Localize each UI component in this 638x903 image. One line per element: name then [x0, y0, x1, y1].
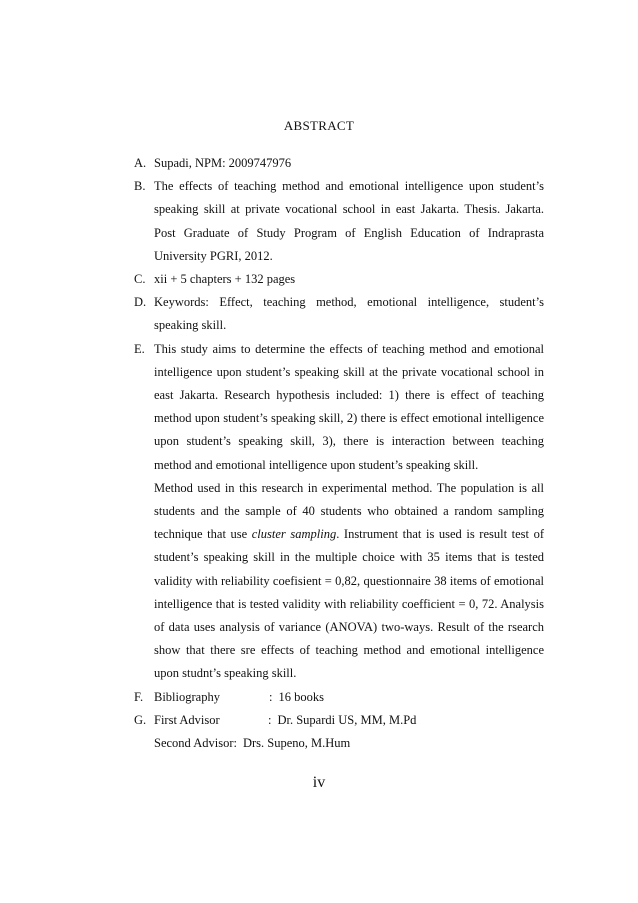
thesis-title — [154, 175, 544, 268]
list-marker-c: C. — [134, 272, 146, 287]
first-advisor-label: First Advisor — [154, 712, 220, 727]
abstract-italic-term: cluster sampling — [251, 527, 337, 542]
list-item-a — [134, 152, 544, 175]
first-advisor-separator: : — [268, 712, 272, 727]
list-item-d — [134, 291, 544, 337]
page-number: iv — [312, 774, 326, 791]
keywords — [154, 291, 544, 337]
second-advisor-row — [154, 732, 544, 755]
abstract-paragraph-2-end: . Instrument that is used is result test of student’s speaking skill in the multiple choice with 35 items that is tested validity with reliability coefisient = 0,82, questionnaire 38 items of emotional intelligence that is tested validity with reliability coefficient = 0, 72. Analysis of data uses analysis of variance (ANOVA) two-ways. Result of the rsearch show that there sre effects of teaching method and emotional intelligence upon studnt’s speaking skill. — [154, 527, 545, 681]
second-advisor-value: Drs. Supeno, M.Hum — [242, 736, 351, 751]
bibliography-value: 16 books — [278, 689, 324, 704]
second-advisor-label: Second Advisor: — [154, 736, 237, 751]
abstract-paragraph-1: This study aims to determine the effects of teaching method and emotional intelligence upon student’s speaking skill at the private vocational school in east Jakarta. Research hypothesis included: 1) there is effect of teaching method upon student’s speaking skill, 2) there is effect emotional intelligence upon student’s speaking skill, 3), there is interaction between teaching method and emotional intelligence upon student’s speaking skill. — [154, 341, 544, 472]
list-item-e — [134, 338, 544, 686]
list-marker-e: E. — [134, 341, 145, 356]
abstract-body — [154, 338, 544, 686]
first-advisor-value: Dr. Supardi US, MM, M.Pd — [277, 712, 417, 727]
thesis-title-text: The effects of teaching method and emotional intelligence upon student’s speaking skill at private vocational school in east Jakarta. Thesis. Jakarta. Post Graduate of Study Program of English Education of Indraprasta University PGRI, 2012. — [154, 179, 544, 263]
bibliography-row — [154, 686, 544, 709]
list-marker-g: G. — [134, 712, 147, 727]
keywords-text: Keywords: Effect, teaching method, emotional intelligence, student’s speaking skill. — [154, 295, 544, 333]
list-item-f — [134, 686, 544, 709]
bibliography-label: Bibliography — [154, 689, 220, 704]
abstract-paragraph-2-start: Method used in this research in experimental method. The population is all students and the sample of 40 students who obtained a random sampling technique that use — [154, 480, 544, 542]
list-item-c — [134, 268, 544, 291]
bibliography-separator: : — [269, 689, 273, 704]
advisors — [154, 709, 544, 755]
list-item-b — [134, 175, 544, 268]
list-marker-a: A. — [134, 156, 147, 170]
list-marker-d: D. — [134, 295, 147, 310]
author-line: Supadi, NPM: 2009747976 — [154, 156, 292, 170]
abstract-list — [134, 152, 544, 755]
list-marker-f: F. — [134, 689, 144, 704]
list-marker-b: B. — [134, 179, 146, 194]
abstract-paragraph-2 — [154, 477, 544, 686]
page-title: ABSTRACT — [283, 118, 355, 133]
list-item-g — [134, 709, 544, 755]
first-advisor-row — [154, 709, 544, 732]
page-count: xii + 5 chapters + 132 pages — [154, 272, 296, 287]
